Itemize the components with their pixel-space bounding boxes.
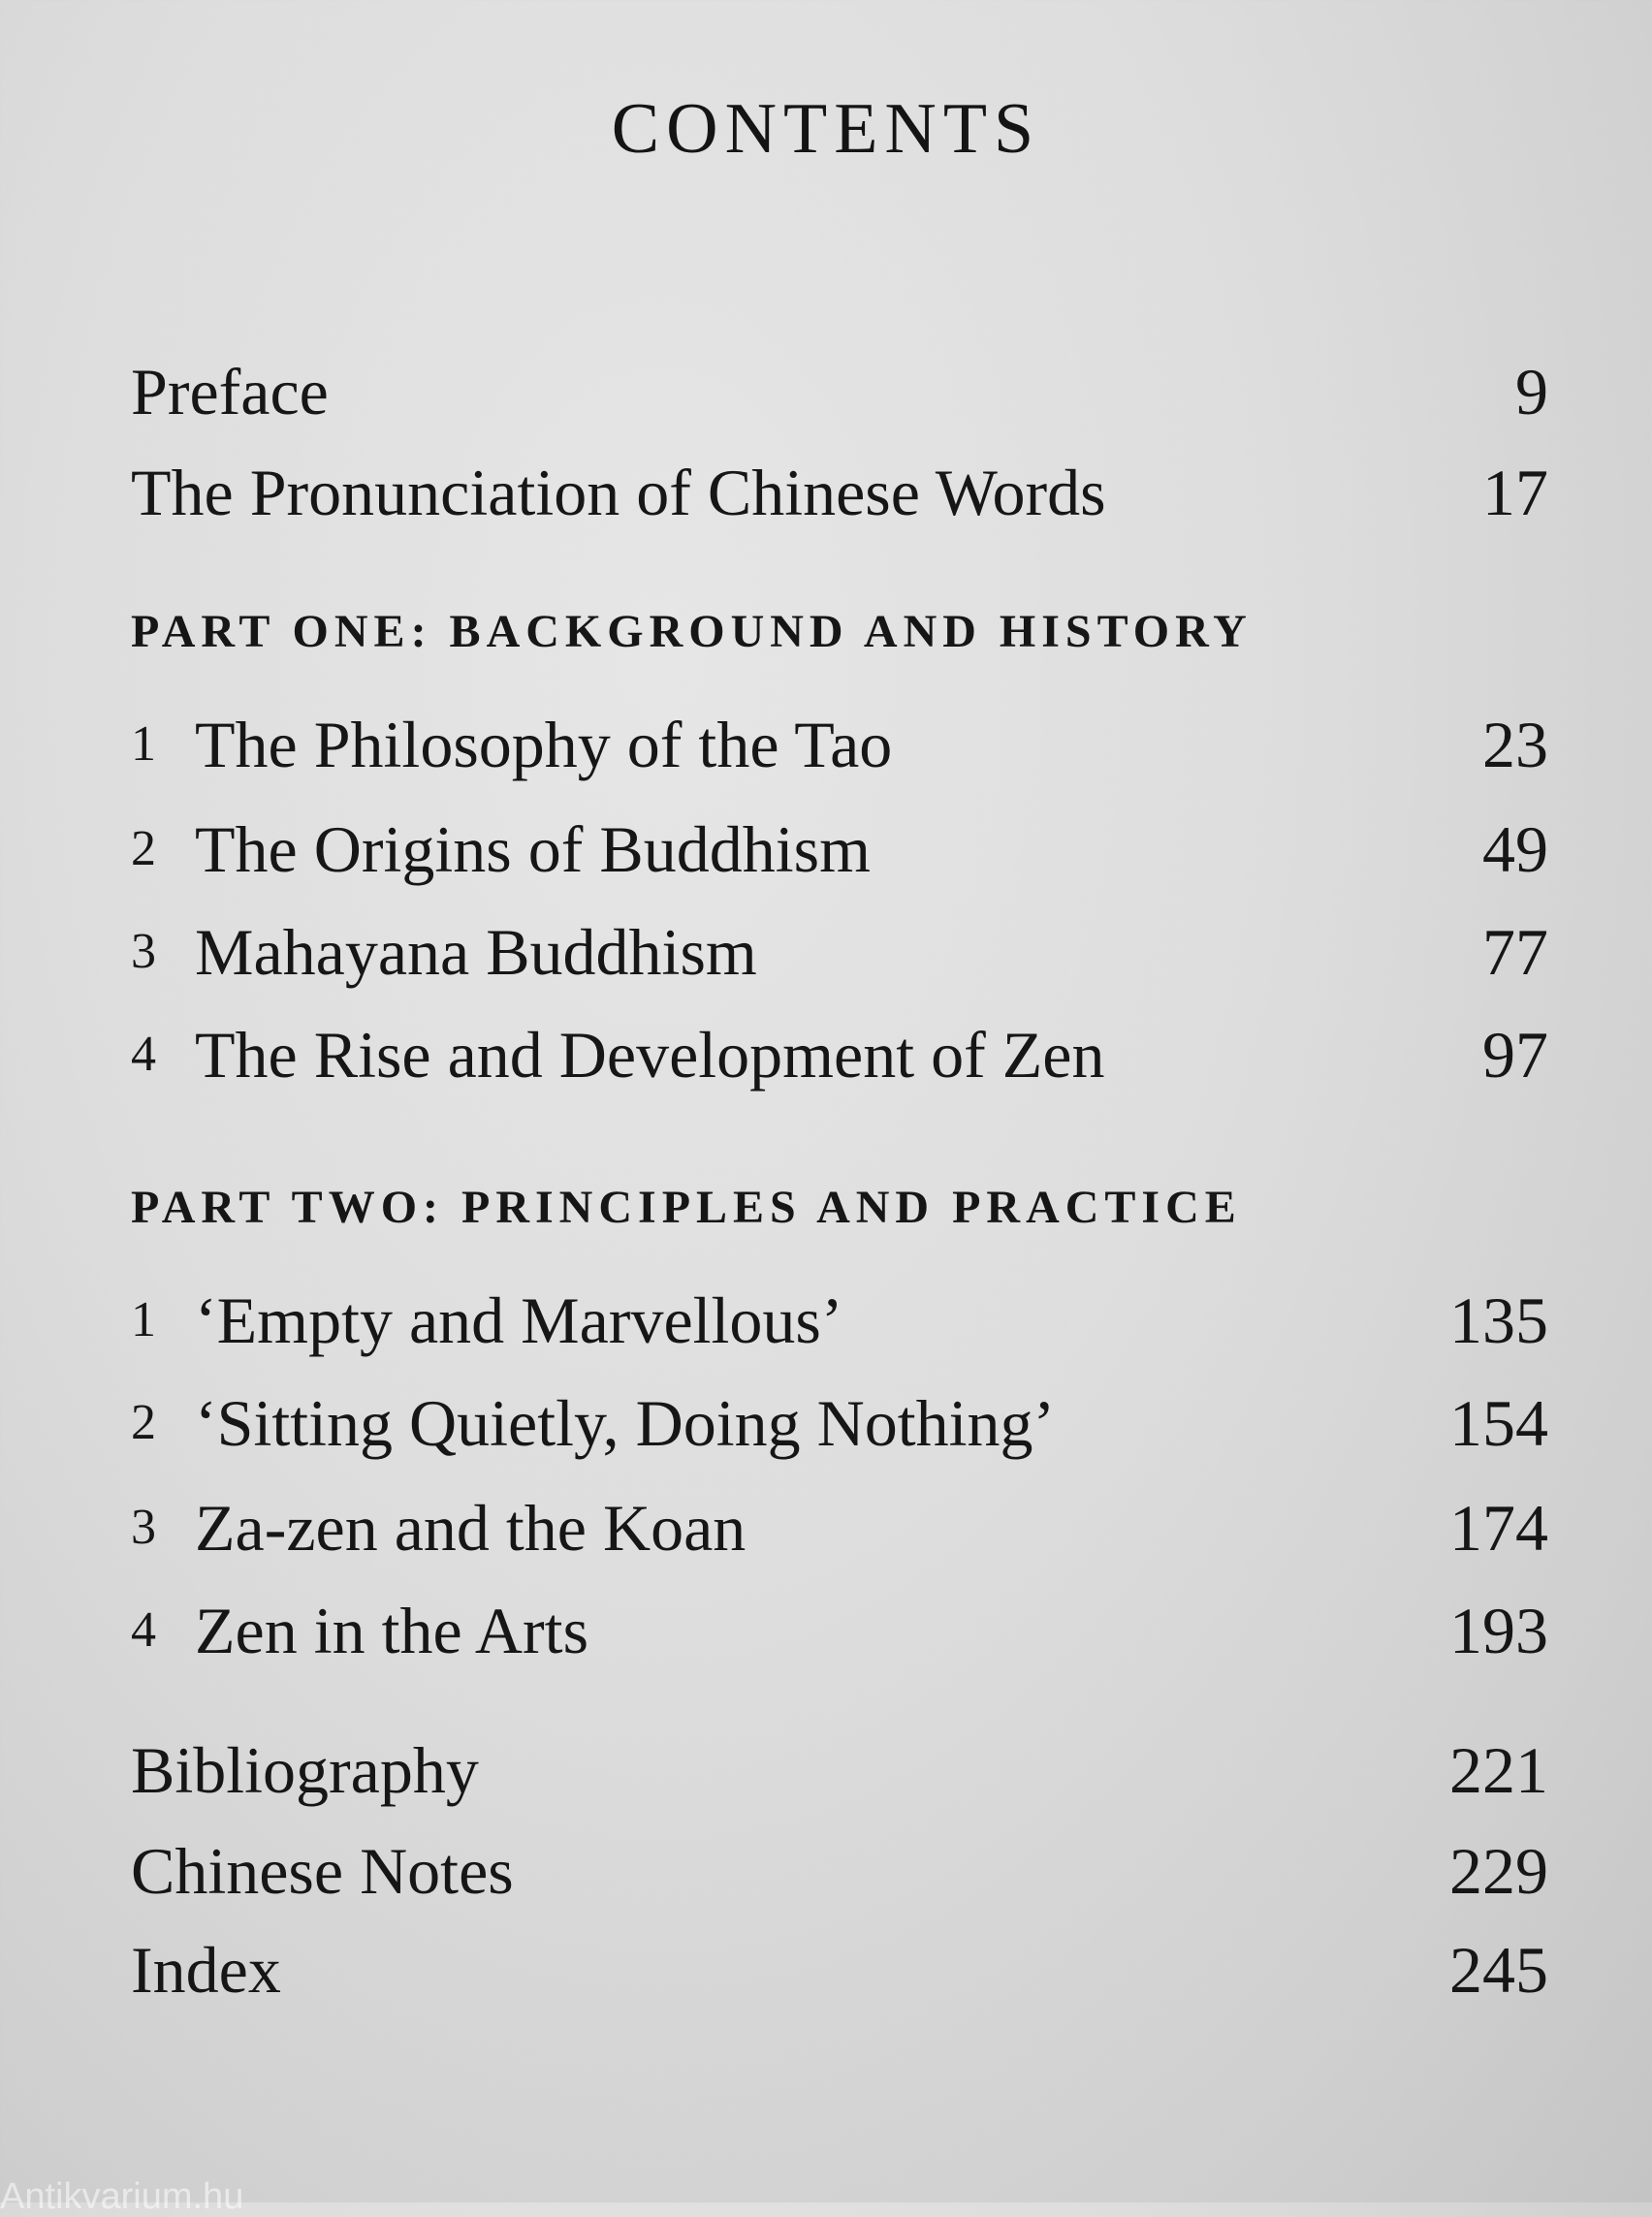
toc-entry-page: 97 [1482,1018,1548,1092]
toc-entry-label: Za-zen and the Koan [195,1491,747,1565]
toc-entry-part-two-chapter-1[interactable] [131,1258,1548,1359]
watermark-text: Antikvarium.hu [0,2176,244,2217]
toc-entry-part-two-chapter-4[interactable] [131,1568,1548,1669]
toc-entry-label: Zen in the Arts [195,1594,589,1667]
chapter-number: 3 [131,924,156,979]
toc-entry-label: The Origins of Buddhism [195,812,871,886]
toc-entry-label: The Rise and Development of Zen [195,1018,1105,1092]
chapter-number: 2 [131,1395,156,1450]
toc-entry-part-one-chapter-4[interactable] [131,993,1548,1093]
chapter-number: 3 [131,1500,156,1555]
toc-entry-part-two-chapter-2[interactable] [131,1361,1548,1462]
page-title: CONTENTS [611,89,1041,169]
toc-entry-page: 193 [1449,1594,1548,1667]
toc-entry-part-one-chapter-2[interactable] [131,787,1548,888]
toc-entry-page: 135 [1449,1283,1548,1357]
toc-entry-label: Index [131,1933,281,2007]
chapter-number: 4 [131,1602,156,1658]
chapter-number: 4 [131,1027,156,1082]
toc-entry-page: 23 [1482,708,1548,781]
part-one-heading: PART ONE: BACKGROUND AND HISTORY [131,606,1253,657]
toc-entry-label: Bibliography [131,1733,479,1807]
toc-entry-part-two-chapter-3[interactable] [131,1466,1548,1567]
toc-entry-page: 229 [1449,1834,1548,1908]
toc-entry-bibliography[interactable] [131,1708,1548,1809]
part-two-heading: PART TWO: PRINCIPLES AND PRACTICE [131,1182,1242,1233]
chapter-number: 2 [131,821,156,876]
toc-entry-page: 174 [1449,1491,1548,1565]
toc-entry-page: 154 [1449,1386,1548,1460]
toc-entry-index[interactable] [131,1908,1548,2009]
toc-entry-part-one-chapter-3[interactable] [131,890,1548,991]
toc-entry-label: The Pronunciation of Chinese Words [131,456,1106,529]
toc-entry-page: 9 [1515,355,1548,428]
chapter-number: 1 [131,716,156,772]
toc-entry-label: Preface [131,355,329,428]
toc-entry-part-one-chapter-1[interactable] [131,682,1548,783]
toc-entry-page: 245 [1449,1933,1548,2007]
toc-entry-page: 17 [1482,456,1548,529]
toc-entry-page: 49 [1482,812,1548,886]
toc-entry-label: ‘Sitting Quietly, Doing Nothing’ [195,1386,1056,1460]
toc-entry-label: The Philosophy of the Tao [195,708,893,781]
toc-entry-pronunciation[interactable] [131,430,1548,531]
toc-entry-label: Chinese Notes [131,1834,514,1908]
toc-entry-page: 77 [1482,915,1548,989]
toc-entry-label: Mahayana Buddhism [195,915,757,989]
toc-entry-label: ‘Empty and Marvellous’ [195,1283,843,1357]
chapter-number: 1 [131,1292,156,1347]
toc-entry-chinese-notes[interactable] [131,1809,1548,1910]
toc-entry-page: 221 [1449,1733,1548,1807]
toc-entry-preface[interactable] [131,330,1548,430]
